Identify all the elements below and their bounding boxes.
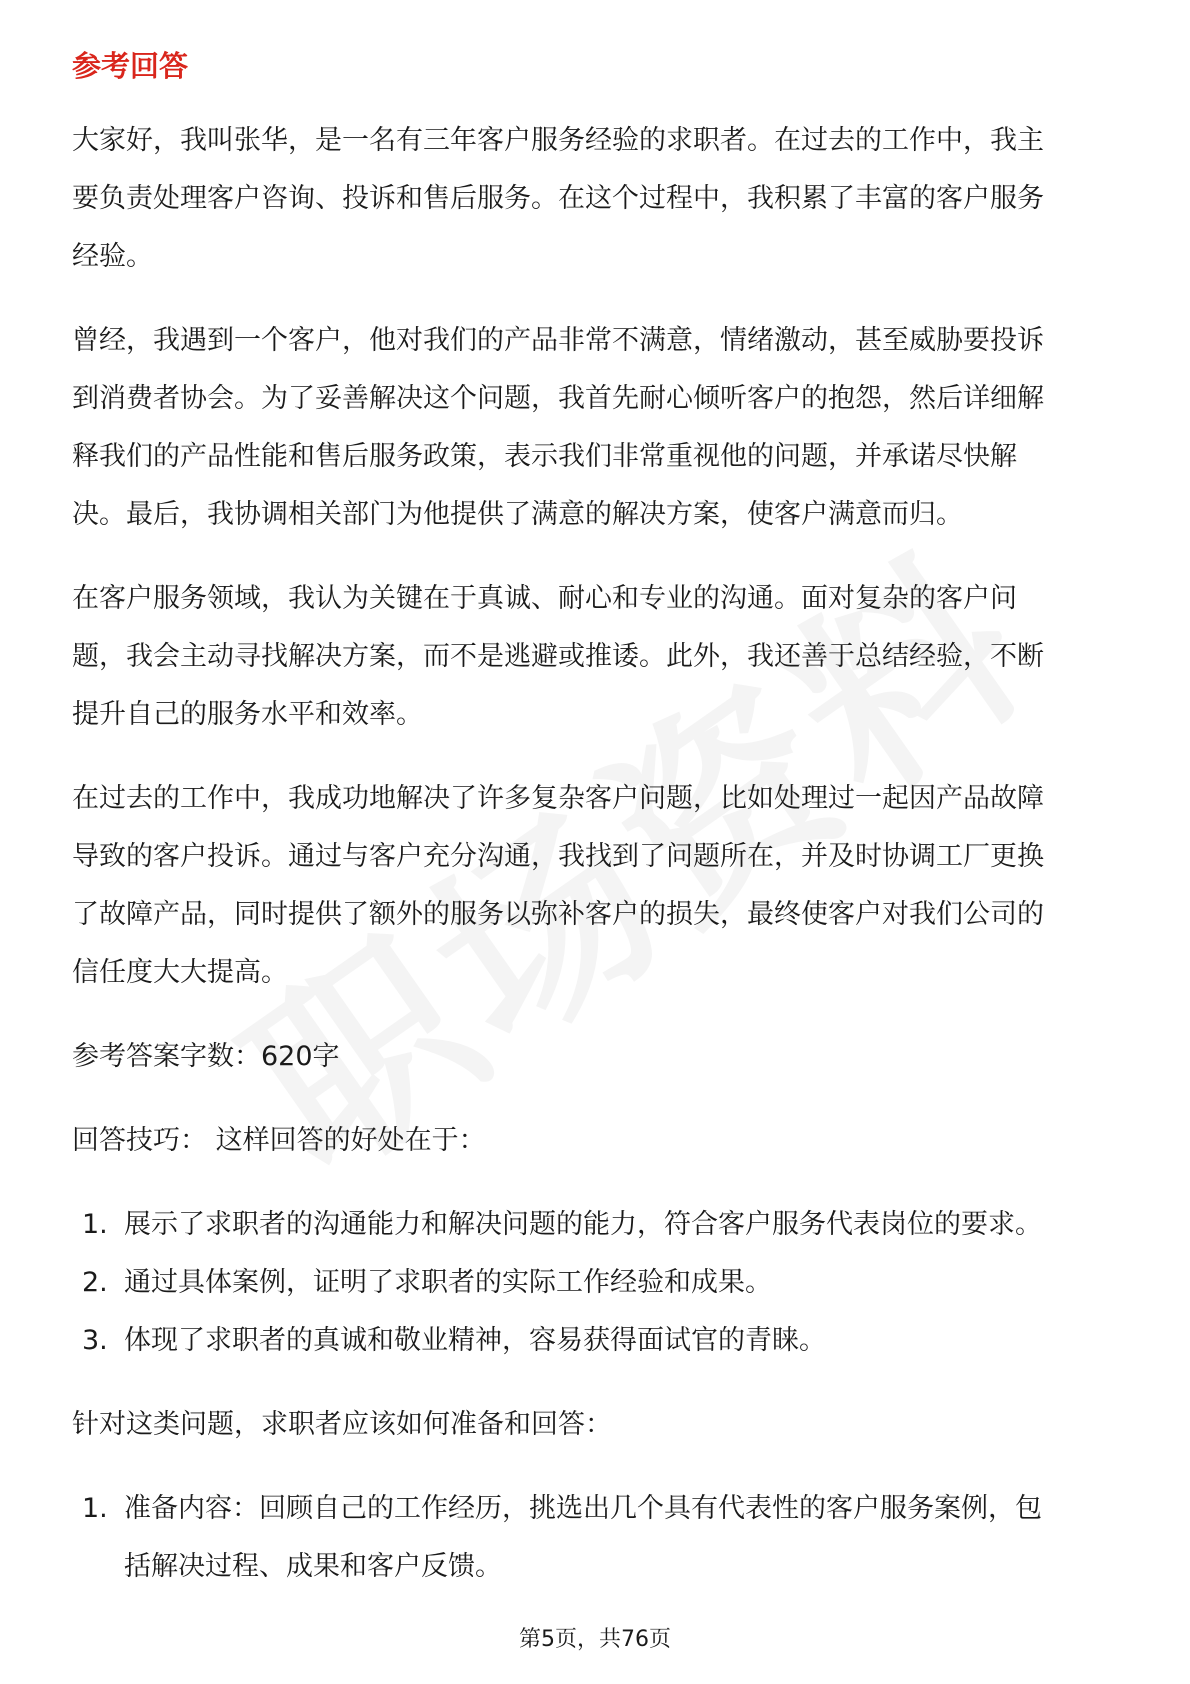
list-number: 1. bbox=[82, 1493, 108, 1524]
text-line: 经验。 bbox=[72, 241, 153, 272]
section-heading: 参考回答 bbox=[72, 49, 189, 83]
tips-intro: 回答技巧： 这样回答的好处在于： bbox=[72, 1125, 486, 1156]
answer-paragraph-4 bbox=[72, 770, 1122, 1002]
text-line: 曾经，我遇到一个客户，他对我们的产品非常不满意，情绪激动，甚至威胁要投诉 bbox=[72, 325, 1044, 356]
text-line: 信任度大大提高。 bbox=[72, 957, 288, 988]
tips-list bbox=[72, 1196, 1122, 1370]
list-item bbox=[72, 1254, 1122, 1312]
list-item bbox=[72, 1196, 1122, 1254]
document-page bbox=[72, 46, 1122, 1622]
text-line: 提升自己的服务水平和效率。 bbox=[72, 699, 423, 730]
text-line: 释我们的产品性能和售后服务政策，表示我们非常重视他的问题，并承诺尽快解 bbox=[72, 441, 1017, 472]
list-text: 展示了求职者的沟通能力和解决问题的能力，符合客户服务代表岗位的要求。 bbox=[124, 1209, 1042, 1240]
answer-paragraph-2 bbox=[72, 312, 1122, 544]
text-line: 要负责处理客户咨询、投诉和售后服务。在这个过程中，我积累了丰富的客户服务 bbox=[72, 183, 1044, 214]
list-number: 1. bbox=[82, 1209, 108, 1240]
answer-paragraph-1 bbox=[72, 112, 1122, 286]
list-item bbox=[72, 1480, 1122, 1596]
text-line: 大家好，我叫张华，是一名有三年客户服务经验的求职者。在过去的工作中，我主 bbox=[72, 125, 1044, 156]
text-line: 决。最后，我协调相关部门为他提供了满意的解决方案，使客户满意而归。 bbox=[72, 499, 963, 530]
text-line: 了故障产品，同时提供了额外的服务以弥补客户的损失，最终使客户对我们公司的 bbox=[72, 899, 1044, 930]
text-line: 在过去的工作中，我成功地解决了许多复杂客户问题，比如处理过一起因产品故障 bbox=[72, 783, 1044, 814]
page-footer: 第5页，共76页 bbox=[519, 1627, 671, 1652]
text-line: 在客户服务领域，我认为关键在于真诚、耐心和专业的沟通。面对复杂的客户问 bbox=[72, 583, 1017, 614]
text-line: 到消费者协会。为了妥善解决这个问题，我首先耐心倾听客户的抱怨，然后详细解 bbox=[72, 383, 1044, 414]
list-number: 2. bbox=[82, 1267, 108, 1298]
text-line: 导致的客户投诉。通过与客户充分沟通，我找到了问题所在，并及时协调工厂更换 bbox=[72, 841, 1044, 872]
prep-list bbox=[72, 1480, 1122, 1596]
list-text: 通过具体案例，证明了求职者的实际工作经验和成果。 bbox=[124, 1267, 772, 1298]
word-count: 参考答案字数：620字 bbox=[72, 1041, 340, 1072]
list-text: 体现了求职者的真诚和敬业精神，容易获得面试官的青睐。 bbox=[124, 1325, 826, 1356]
answer-paragraph-3 bbox=[72, 570, 1122, 744]
list-text: 括解决过程、成果和客户反馈。 bbox=[124, 1551, 502, 1582]
list-number: 3. bbox=[82, 1325, 108, 1356]
prep-intro: 针对这类问题，求职者应该如何准备和回答： bbox=[72, 1409, 612, 1440]
text-line: 题，我会主动寻找解决方案，而不是逃避或推诿。此外，我还善于总结经验，不断 bbox=[72, 641, 1044, 672]
list-text: 准备内容：回顾自己的工作经历，挑选出几个具有代表性的客户服务案例，包 bbox=[124, 1493, 1042, 1524]
list-item bbox=[72, 1312, 1122, 1370]
